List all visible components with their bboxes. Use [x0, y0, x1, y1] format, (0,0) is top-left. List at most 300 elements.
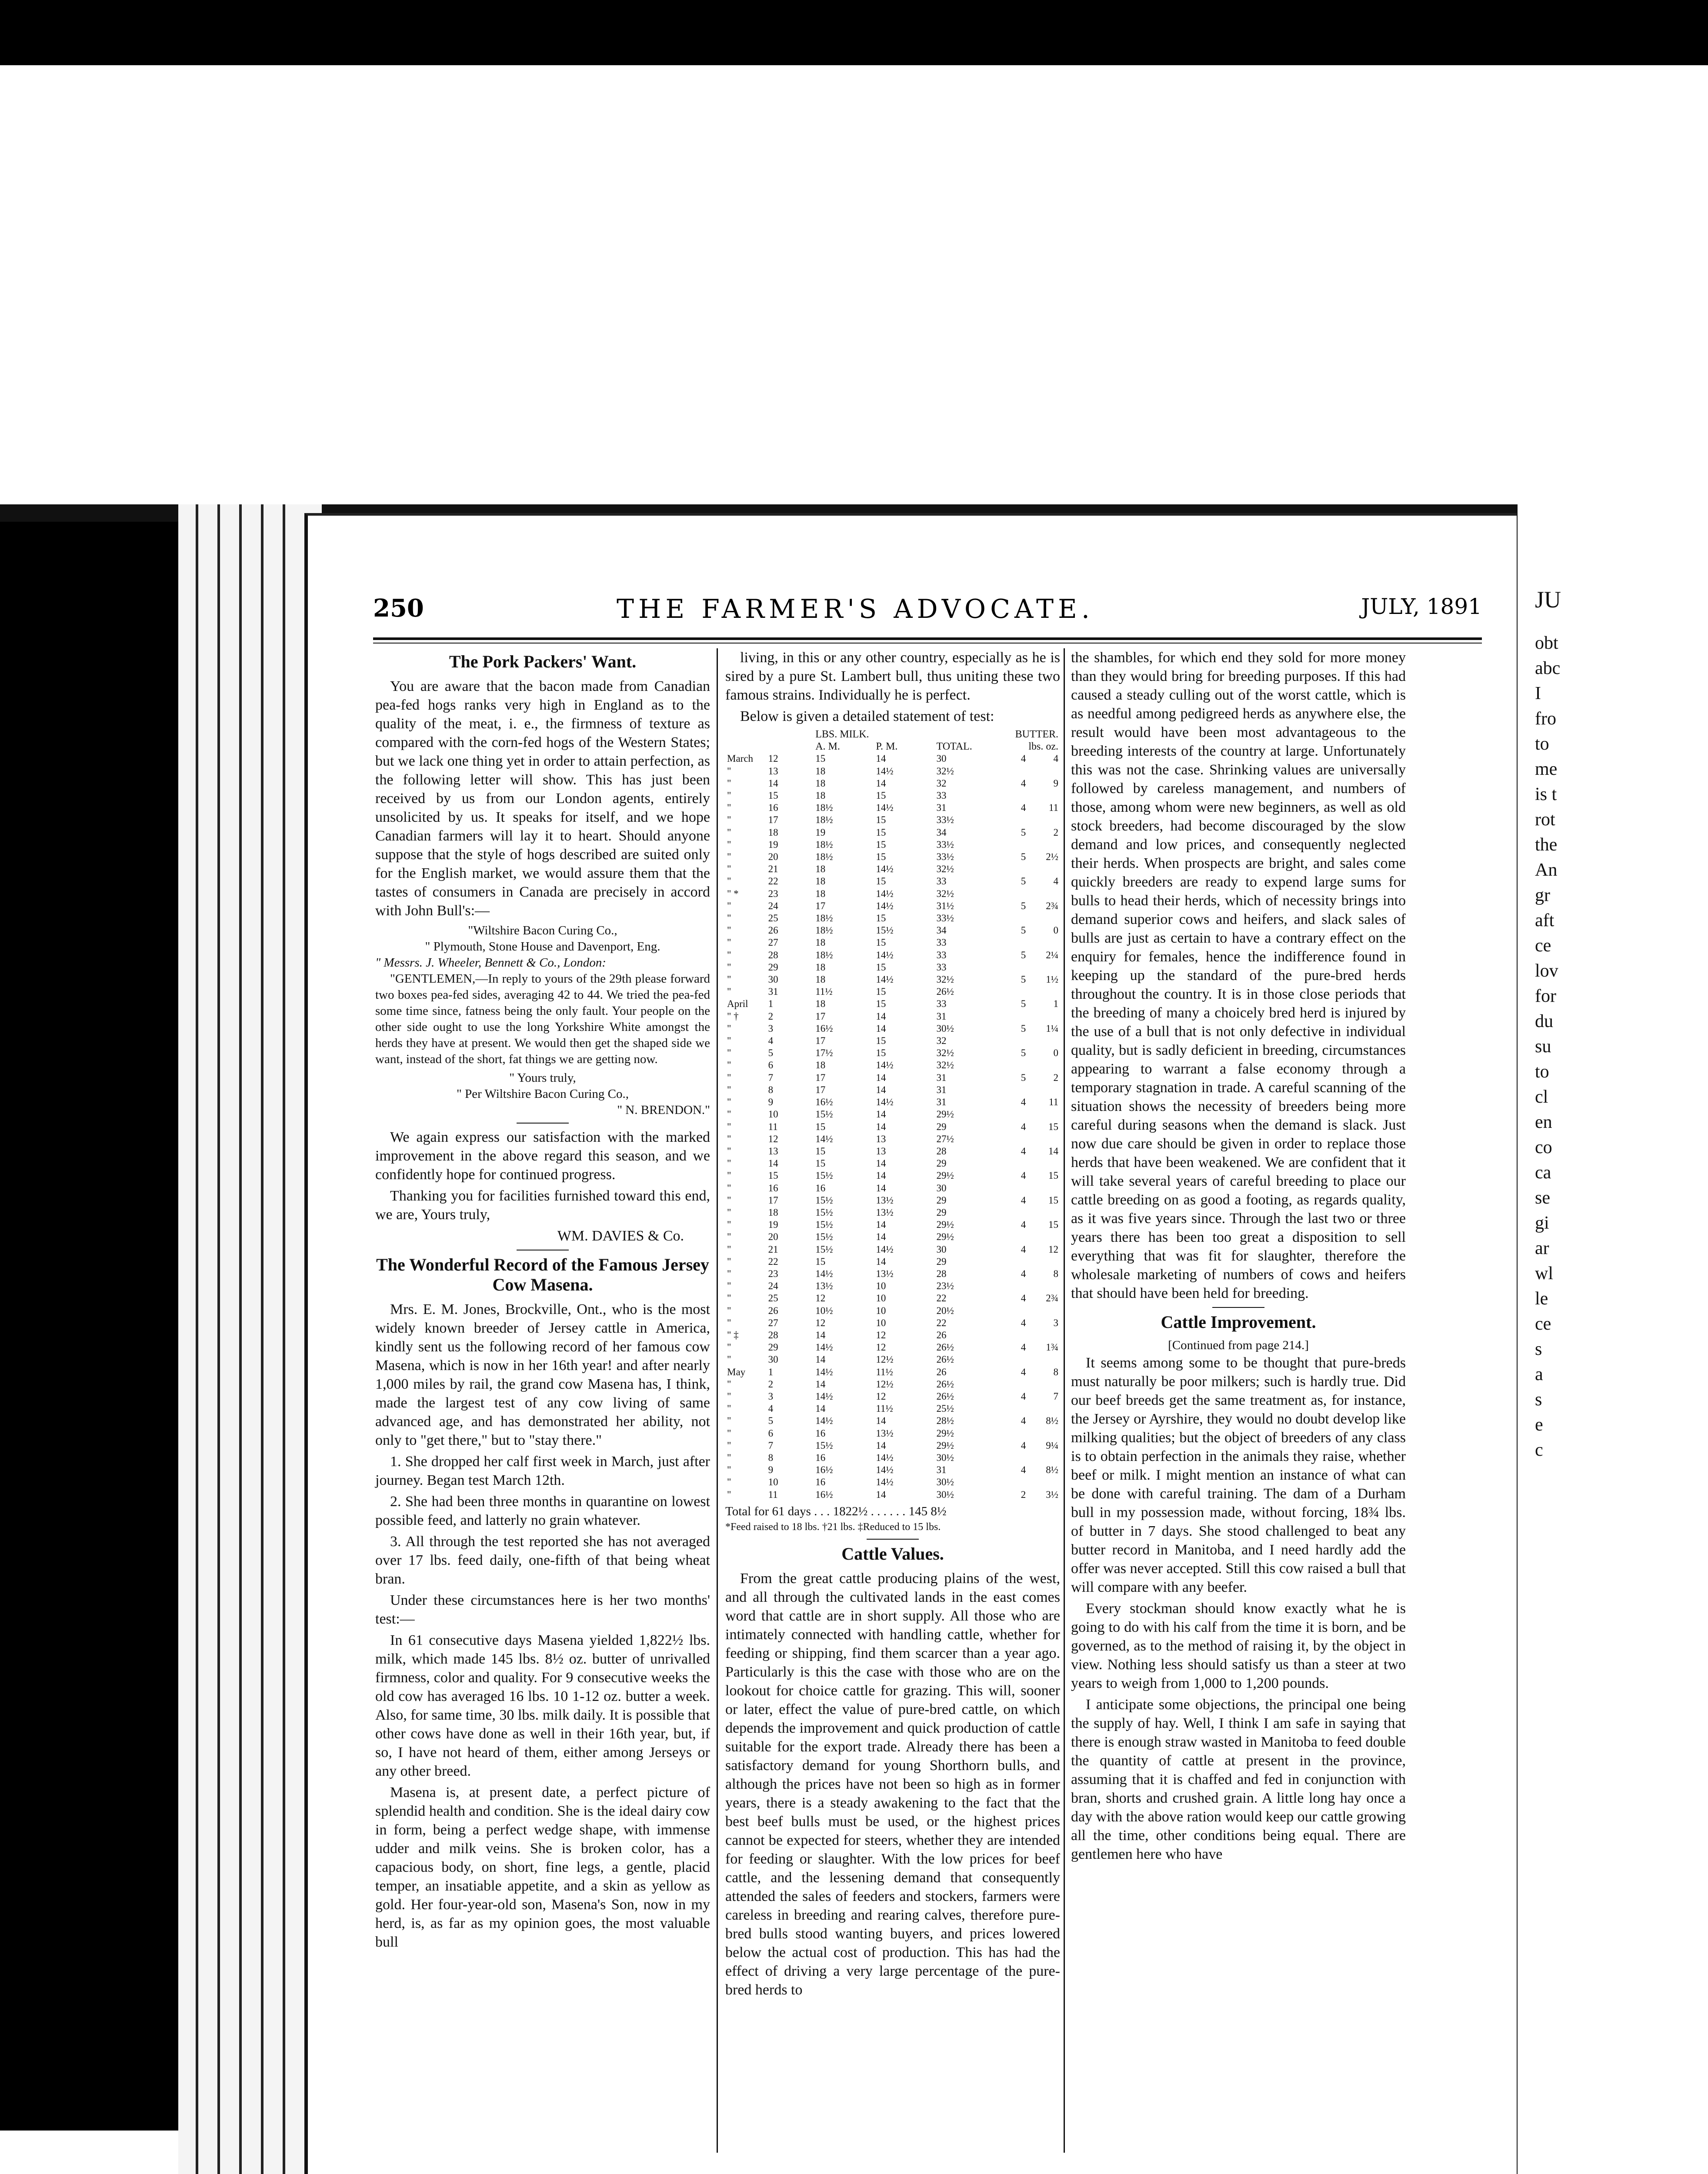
table-cell: "	[727, 1452, 731, 1463]
table-cell: 26½	[936, 1354, 954, 1365]
facing-page-line: ar	[1535, 1238, 1549, 1258]
table-cell	[995, 765, 1028, 777]
table-cell: "	[727, 1464, 731, 1476]
table-cell: 13	[876, 1145, 886, 1157]
table-cell: 16½	[815, 1097, 833, 1108]
issue-date: JULY, 1891	[1361, 594, 1482, 619]
table-cell: "	[727, 1403, 731, 1414]
table-cell: 15½	[815, 1207, 833, 1218]
table-cell: 18½	[815, 925, 833, 936]
table-row	[725, 1476, 1060, 1488]
table-cell: 17	[815, 900, 826, 911]
divider	[867, 1539, 919, 1540]
table-cell: "	[727, 1133, 731, 1144]
table-cell: 14½	[815, 1366, 833, 1377]
table-cell	[1027, 1354, 1060, 1366]
table-cell: 4	[1021, 1121, 1026, 1132]
table-cell: "	[727, 1489, 731, 1500]
table-cell: 2¼	[1046, 949, 1058, 960]
table-cell: 14½	[815, 1415, 833, 1427]
table-cell: 15	[815, 1256, 826, 1267]
facing-page-line: s	[1535, 1390, 1542, 1410]
table-cell: 17	[815, 1010, 826, 1022]
table-cell: 3½	[1046, 1489, 1058, 1500]
table-cell: 4	[1021, 1219, 1026, 1230]
table-cell: "	[727, 961, 731, 973]
facing-page-line: co	[1535, 1137, 1552, 1157]
table-cell: 2	[768, 1378, 774, 1390]
table-cell: 4	[1021, 1415, 1026, 1427]
table-row	[725, 1182, 1060, 1194]
table-cell: 12	[768, 753, 778, 764]
table-cell	[1027, 1207, 1060, 1219]
facing-page-line: s	[1535, 1339, 1542, 1359]
table-cell: 12	[768, 1133, 778, 1144]
table-cell: "	[727, 1084, 731, 1095]
paragraph: Mrs. E. M. Jones, Brockville, Ont., who is the most widely known breeder of Jersey cattle in America, kindly sent us the following record of her famous cow Masena, which is now in her 16th year! and after nearly 1,000 miles by rail, the grand cow Masena has, I think, made the largest test of any cow living of same advanced age, and has demonstrated her ability, not only to "get there," but to "stay there."	[375, 1301, 710, 1448]
table-cell: 15	[1048, 1121, 1058, 1132]
table-cell: 29½	[936, 1231, 954, 1243]
table-cell: 15½	[815, 1440, 833, 1451]
table-cell: 12	[876, 1329, 886, 1340]
table-cell: "	[727, 1121, 731, 1132]
table-cell	[1027, 986, 1060, 998]
table-cell	[1027, 765, 1060, 777]
paragraph: You are aware that the bacon made from Canadian pea-fed hogs ranks very high in England as to the quality of the meat, i. e., the firmness of texture as compared with the corn-fed hogs of the Western States; but we lack one thing yet in order to attain perfection, as the following letter will show. This has just been received by us from our London agents, entirely unsolicited by us. It speaks for itself, and we hope Canadian farmers will lay it to heart. Should anyone suppose that the style of hogs described are suited only for the English market, we would assure them that the tastes of consumers in Canada are precisely in accord with John Bull's:—	[375, 678, 710, 919]
table-cell: 5	[768, 1415, 774, 1427]
table-cell: 0	[1053, 925, 1058, 936]
table-cell: 4	[1021, 1145, 1026, 1157]
facing-page-line: c	[1535, 1440, 1543, 1460]
table-cell: 31½	[936, 900, 954, 911]
table-cell: 14½	[876, 1060, 894, 1071]
table-cell: 5	[1021, 1072, 1026, 1083]
article-title: Cattle Improvement.	[1161, 1312, 1316, 1332]
table-cell: "	[727, 1390, 731, 1402]
facing-page-line: ca	[1535, 1163, 1551, 1183]
table-cell: 26½	[936, 1342, 954, 1353]
table-cell: 1	[768, 998, 774, 1010]
table-cell: 8	[768, 1452, 774, 1463]
table-row	[725, 1194, 1060, 1207]
table-cell	[995, 1157, 1028, 1170]
table-cell: 27	[768, 937, 778, 948]
table-cell	[1027, 1108, 1060, 1120]
table-cell: 8	[768, 1084, 774, 1095]
table-cell	[1027, 1256, 1060, 1268]
table-cell: 31	[936, 1464, 947, 1476]
table-row	[725, 1096, 1060, 1108]
table-cell: 11	[1048, 802, 1058, 814]
paragraph: I anticipate some objections, the principal one being the supply of hay. Well, I think I am safe in saying that there is enough straw wasted in Manitoba to feed double the quantity of cattle at present in the province, assuming that it is chaffed and fed in conjunction with bran, shorts and crushed grain. A little long hay once a day with the above ration would keep our cattle growing all the time, other conditions being equal. There are gentlemen here who have	[1071, 1697, 1406, 1862]
table-cell: 22	[936, 1293, 947, 1304]
table-cell: 14½	[876, 864, 894, 875]
table-row	[725, 777, 1060, 790]
facing-page-line: the	[1535, 835, 1558, 855]
table-cell: 11	[768, 1121, 778, 1132]
table-cell: 18	[815, 937, 826, 948]
table-row	[725, 1035, 1060, 1047]
table-cell: 18	[815, 864, 826, 875]
table-cell	[995, 863, 1028, 875]
facing-page-line: aft	[1535, 910, 1555, 930]
table-cell	[995, 1329, 1028, 1341]
table-cell: 3	[768, 1390, 774, 1402]
table-cell: "	[727, 1023, 731, 1034]
facing-page-line: su	[1535, 1037, 1551, 1057]
table-cell: 29½	[936, 1109, 954, 1120]
table-cell: 15	[1048, 1170, 1058, 1181]
newspaper-page	[304, 513, 1517, 2174]
table-cell: 12	[815, 1317, 826, 1328]
table-cell: 4	[1053, 753, 1058, 764]
paragraph: Under these circumstances here is her two months' test:—	[375, 1592, 710, 1627]
facing-page-line: en	[1535, 1112, 1552, 1132]
background-sheet-top	[0, 65, 1708, 504]
table-cell: "	[727, 1293, 731, 1304]
table-cell: "	[727, 1256, 731, 1267]
table-cell: 14	[876, 1170, 886, 1181]
table-cell	[1027, 937, 1060, 949]
table-row	[725, 1072, 1060, 1084]
table-cell: 26½	[936, 1390, 954, 1402]
table-cell: "	[727, 851, 731, 863]
table-cell: 14	[876, 1231, 886, 1243]
table-cell: "	[727, 839, 731, 850]
table-row	[725, 924, 1060, 937]
table-cell: 15½	[815, 1109, 833, 1120]
table-cell: "	[727, 900, 731, 911]
table-cell: 8½	[1046, 1415, 1058, 1427]
facing-page-fragment	[1518, 504, 1708, 2174]
table-cell: 33	[936, 949, 947, 960]
table-cell: 29½	[936, 1170, 954, 1181]
facing-page-line: lov	[1535, 961, 1558, 981]
table-row	[725, 875, 1060, 887]
facing-page-line: se	[1535, 1188, 1550, 1208]
table-cell: 34	[936, 925, 947, 936]
letter-line: " Yours truly,	[509, 1071, 576, 1085]
table-cell: 13½	[876, 1194, 894, 1206]
table-cell: 16½	[815, 1023, 833, 1034]
table-cell: 9	[1053, 777, 1058, 789]
table-cell: 29	[936, 1194, 947, 1206]
table-cell: 18	[815, 765, 826, 777]
table-cell: "	[727, 1317, 731, 1328]
table-cell: 4	[1021, 753, 1026, 764]
table-cell: 26	[936, 1329, 947, 1340]
table-cell: 2	[1021, 1489, 1026, 1500]
facing-page-line: to	[1535, 1062, 1549, 1082]
table-cell: 18½	[815, 913, 833, 924]
table-cell: 18½	[815, 839, 833, 850]
table-cell: 14½	[876, 1244, 894, 1255]
table-row	[725, 1219, 1060, 1231]
table-cell: 15	[815, 1121, 826, 1132]
table-cell: 32½	[936, 765, 954, 777]
table-cell: 14	[876, 1440, 886, 1451]
table-cell: 18	[815, 888, 826, 899]
facing-page-line: rot	[1535, 810, 1555, 830]
table-cell: 29½	[936, 1427, 954, 1439]
table-cell: 33½	[936, 839, 954, 850]
table-cell: 33	[936, 937, 947, 948]
table-cell: 14	[876, 1010, 886, 1022]
table-cell: 14	[876, 1256, 886, 1267]
table-row	[725, 1390, 1060, 1403]
table-cell: 29	[768, 1342, 778, 1353]
table-cell: 5	[1021, 1047, 1026, 1059]
article-title: The Wonderful Record of the Famous Jersey Cow Masena.	[376, 1255, 709, 1294]
table-cell	[1027, 961, 1060, 974]
table-cell: 29	[936, 1158, 947, 1169]
table-cell: 8	[1053, 1366, 1058, 1377]
table-cell: 17½	[815, 1047, 833, 1059]
table-cell: 8	[1053, 1268, 1058, 1279]
table-row	[725, 949, 1060, 961]
table-cell: 4	[1021, 802, 1026, 814]
table-cell: 5	[1021, 827, 1026, 838]
table-cell: 12	[815, 1293, 826, 1304]
table-row	[725, 1415, 1060, 1427]
table-cell: 16½	[815, 1464, 833, 1476]
table-header: P. M.	[876, 741, 898, 753]
table-header: TOTAL.	[936, 741, 972, 753]
table-cell: 4	[1021, 1194, 1026, 1206]
table-row	[725, 1170, 1060, 1182]
table-cell: "	[727, 1354, 731, 1365]
table-cell: "	[727, 814, 731, 826]
table-cell: 15½	[815, 1231, 833, 1243]
table-cell: 14	[876, 1182, 886, 1194]
table-cell: 6	[768, 1427, 774, 1439]
table-cell: 14½	[815, 1390, 833, 1402]
table-cell: 25½	[936, 1403, 954, 1414]
table-cell: 4	[1021, 1170, 1026, 1181]
table-cell: 18½	[815, 851, 833, 863]
table-cell: 10	[876, 1317, 886, 1328]
table-row	[725, 1341, 1060, 1354]
table-cell: "	[727, 1207, 731, 1218]
table-row	[725, 1329, 1060, 1341]
table-cell: 15½	[815, 1244, 833, 1255]
table-cell: 22	[768, 876, 778, 887]
table-cell: 14	[876, 777, 886, 789]
table-cell: 18	[768, 827, 778, 838]
divider	[1212, 1307, 1264, 1308]
table-cell: 11	[768, 1489, 778, 1500]
paragraph: From the great cattle producing plains of the west, and all through the cultivated lands in the east comes word that cattle are in short supply. All those who are intimately connected with handling cattle, whether for feeding or shipping, find them scarcer than a year ago. Particularly is this the case with those who are on the lookout for choice cattle for grazing. This will, sooner or later, effect the value of pure-bred cattle, on which depends the improvement and quick production of cattle suitable for the export trade. Already there has been a satisfactory demand for young Shorthorn bulls, and although the prices have not been so high as in former years, there is a steady awakening to the fact that the best beef bulls must be used, or the highest prices cannot be expected for steers, whether they are intended for feeding or slaughter. With the low prices for beef cattle, and the lessening demand that consequently attended the sales of feeders and stockers, farmers were careless in breeding and rearing calves, therefore pure-bred bulls stood wanting buyers, and prices lowered below the actual cost of production. This has had the effect of driving a very large percentage of the pure-bred herds to	[725, 1570, 1060, 1998]
table-cell	[1027, 814, 1060, 826]
table-cell: 16	[815, 1477, 826, 1488]
table-cell: 26	[768, 925, 778, 936]
table-cell: 14½	[876, 974, 894, 985]
table-cell: May	[727, 1366, 746, 1377]
table-cell: 0	[1053, 1047, 1058, 1059]
table-cell: "	[727, 1415, 731, 1427]
table-cell: 32½	[936, 888, 954, 899]
table-row	[725, 802, 1060, 814]
table-cell: 30	[936, 753, 947, 764]
table-row	[725, 1292, 1060, 1304]
table-cell: "	[727, 1244, 731, 1255]
table-cell: 15	[876, 814, 886, 826]
table-cell: 14	[815, 1403, 826, 1414]
table-cell	[1027, 1476, 1060, 1488]
table-cell	[995, 1354, 1028, 1366]
table-cell: 24	[768, 1280, 778, 1292]
table-cell	[1027, 912, 1060, 924]
table-cell: 33	[936, 876, 947, 887]
table-cell: "	[727, 1427, 731, 1439]
table-cell: 17	[815, 1084, 826, 1095]
table-row	[725, 1047, 1060, 1059]
table-cell: 14½	[876, 1452, 894, 1463]
divider	[517, 1123, 569, 1124]
table-cell: 26	[936, 1366, 947, 1377]
table-row	[725, 765, 1060, 777]
table-cell: 4	[1021, 1464, 1026, 1476]
table-row	[725, 753, 1060, 765]
table-cell	[995, 1305, 1028, 1317]
table-cell: 12	[1048, 1244, 1058, 1255]
table-cell: 30	[936, 1244, 947, 1255]
header-rule-thin	[373, 643, 1482, 644]
table-cell: 19	[768, 839, 778, 850]
facing-page-line: for	[1535, 986, 1556, 1006]
table-cell: " *	[727, 888, 739, 899]
table-cell: 29	[936, 1121, 947, 1132]
table-row	[725, 1354, 1060, 1366]
table-cell: 17	[815, 1072, 826, 1083]
table-row	[725, 1133, 1060, 1145]
table-cell: 15	[876, 876, 886, 887]
table-cell: 9¼	[1046, 1440, 1058, 1451]
table-cell: 11	[1048, 1097, 1058, 1108]
table-cell: 11½	[815, 986, 833, 997]
letter-line: " Plymouth, Stone House and Davenport, Eng.	[425, 940, 661, 954]
table-cell: 18	[815, 961, 826, 973]
table-cell: 14	[815, 1378, 826, 1390]
table-cell: 15	[876, 937, 886, 948]
table-row	[725, 1305, 1060, 1317]
book-page-edges	[178, 504, 322, 2174]
table-cell: 18	[768, 1207, 778, 1218]
column-divider	[717, 648, 718, 2153]
table-cell: 18	[815, 790, 826, 801]
table-cell: 15	[876, 827, 886, 838]
facing-page-line: is t	[1535, 784, 1557, 804]
table-cell: 3	[1053, 1317, 1058, 1328]
table-cell	[995, 1182, 1028, 1194]
table-cell: 15	[876, 986, 886, 997]
header-rule	[373, 637, 1482, 640]
table-cell: March	[727, 753, 754, 764]
table-cell: "	[727, 1342, 731, 1353]
table-cell: 32½	[936, 974, 954, 985]
table-cell: 4	[1021, 1293, 1026, 1304]
table-cell	[995, 1452, 1028, 1464]
table-cell: 19	[815, 827, 826, 838]
table-cell: 32½	[936, 1047, 954, 1059]
table-cell: 18	[815, 1060, 826, 1071]
table-row	[725, 1244, 1060, 1256]
table-cell	[995, 1035, 1028, 1047]
table-cell: 22	[936, 1317, 947, 1328]
table-cell: 16	[815, 1452, 826, 1463]
paragraph: Thanking you for facilities furnished toward this end, we are, Yours truly,	[375, 1188, 710, 1223]
table-cell: 15	[876, 839, 886, 850]
table-cell: "	[727, 937, 731, 948]
table-row	[725, 1121, 1060, 1133]
table-cell: 1½	[1046, 974, 1058, 985]
table-cell: 20	[768, 1231, 778, 1243]
table-cell: 29	[936, 1256, 947, 1267]
table-row	[725, 1268, 1060, 1280]
table-cell: "	[727, 1440, 731, 1451]
facing-page-line: le	[1535, 1289, 1548, 1309]
table-cell: 31	[936, 1010, 947, 1022]
table-cell: "	[727, 1477, 731, 1488]
table-cell	[995, 1427, 1028, 1440]
table-cell: 15	[876, 790, 886, 801]
table-cell: 5	[1021, 974, 1026, 985]
table-cell: 33½	[936, 913, 954, 924]
table-cell: 15	[1048, 1219, 1058, 1230]
facing-page-line: abc	[1535, 658, 1561, 678]
table-cell: 13	[768, 765, 778, 777]
table-cell	[1027, 790, 1060, 802]
table-cell: 5	[768, 1047, 774, 1059]
facing-page-line: gi	[1535, 1213, 1549, 1233]
table-cell: 14	[876, 753, 886, 764]
table-cell: 18	[815, 777, 826, 789]
table-cell: 14½	[876, 1477, 894, 1488]
column-divider	[1064, 648, 1065, 2153]
table-cell: 30	[768, 974, 778, 985]
table-row	[725, 937, 1060, 949]
table-cell: 2	[768, 1010, 774, 1022]
table-cell: 33½	[936, 851, 954, 863]
table-cell	[1027, 1035, 1060, 1047]
table-cell: 5	[1021, 998, 1026, 1010]
paragraph: In 61 consecutive days Masena yielded 1,822½ lbs. milk, which made 145 lbs. 8½ oz. butter of unrivalled firmness, color and quality. For 9 consecutive weeks the old cow has averaged 16 lbs. 10 1-12 oz. butter a week. Also, for same time, 30 lbs. milk daily. It is possible that other cows have done as well in their 16th year, but, if so, I have not heard of them, either among Jerseys or any other breed.	[375, 1632, 710, 1779]
table-cell: 4	[1021, 1440, 1026, 1451]
article-title: Cattle Values.	[841, 1544, 944, 1564]
table-total: Total for 61 days . . . 1822½ . . . . . . 145 8½	[725, 1504, 947, 1518]
table-cell: "	[727, 986, 731, 997]
facing-page-line: An	[1535, 860, 1558, 880]
table-cell: "	[727, 974, 731, 985]
table-cell: 14½	[876, 1097, 894, 1108]
letter-line: " Per Wiltshire Bacon Curing Co.,	[457, 1087, 629, 1101]
table-cell	[995, 1378, 1028, 1390]
table-cell: 5	[1021, 925, 1026, 936]
table-cell: 7	[768, 1440, 774, 1451]
table-cell: 14½	[876, 765, 894, 777]
table-cell: 12	[876, 1342, 886, 1353]
table-cell: "	[727, 1035, 731, 1047]
table-cell	[995, 839, 1028, 851]
table-cell: 16½	[815, 1489, 833, 1500]
table-header: A. M.	[815, 741, 840, 753]
table-row	[725, 998, 1060, 1010]
table-row	[725, 814, 1060, 826]
table-cell: 15	[876, 913, 886, 924]
paragraph: Every stockman should know exactly what he is going to do with his calf from the time it is born, and be governed, as to the method of raising it, by the object in view. Nothing less should satisfy us than a steer at two years to weigh from 1,000 to 1,200 pounds.	[1071, 1600, 1406, 1691]
table-cell: 1	[768, 1366, 774, 1377]
table-header: LBS. MILK.	[815, 729, 869, 740]
